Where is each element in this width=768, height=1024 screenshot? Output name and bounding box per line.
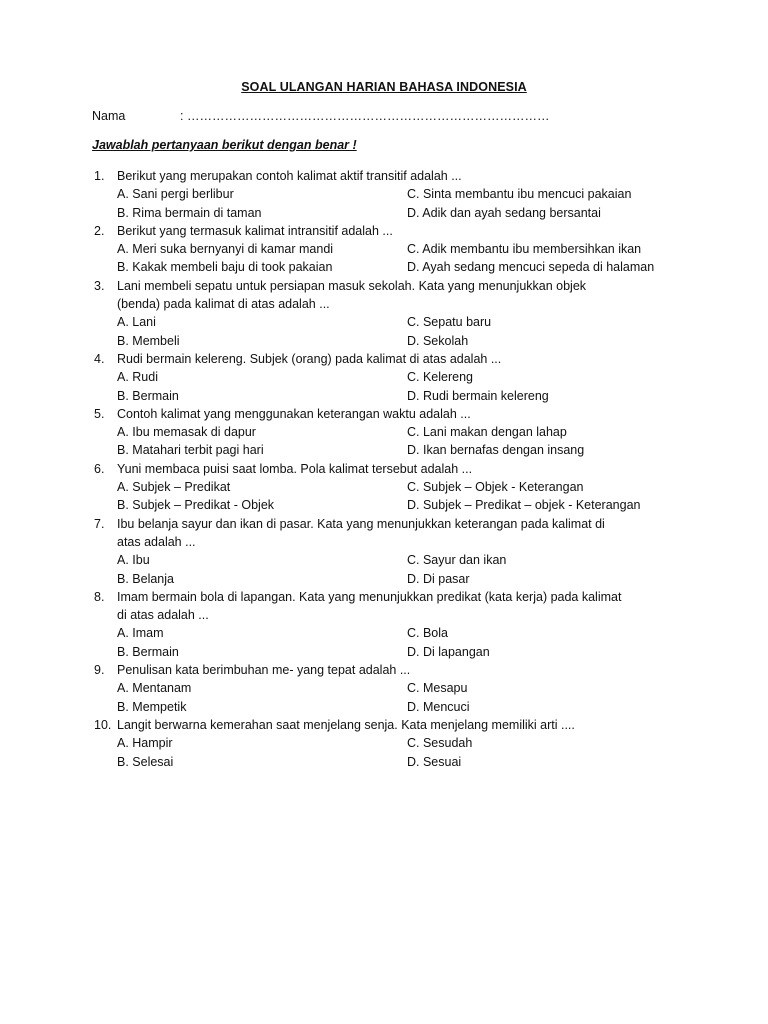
answer-option-right: D. Ayah sedang mencuci sepeda di halaman bbox=[407, 260, 655, 275]
answer-option-right: C. Sayur dan ikan bbox=[407, 553, 507, 568]
option-row bbox=[0, 368, 768, 386]
answer-option-left: A. Meri suka bernyanyi di kamar mandi bbox=[117, 242, 334, 257]
question-number: 6. bbox=[94, 461, 105, 476]
question-item bbox=[0, 661, 768, 716]
answer-option-left: B. Rima bermain di taman bbox=[117, 205, 262, 220]
option-row bbox=[0, 551, 768, 569]
answer-option-left: A. Hampir bbox=[117, 736, 173, 751]
question-line bbox=[0, 295, 768, 313]
option-row bbox=[0, 624, 768, 642]
question-line bbox=[0, 167, 768, 185]
answer-option-left: A. Ibu bbox=[117, 553, 150, 568]
answer-option-right: D. Di lapangan bbox=[407, 644, 490, 659]
question-text: Contoh kalimat yang menggunakan keterangan waktu adalah ... bbox=[117, 406, 471, 421]
question-item bbox=[0, 716, 768, 771]
answer-option-left: B. Bermain bbox=[117, 644, 179, 659]
question-text: atas adalah ... bbox=[117, 534, 196, 549]
question-line bbox=[0, 606, 768, 624]
question-text: Ibu belanja sayur dan ikan di pasar. Kata yang menunjukkan keterangan pada kalimat di bbox=[117, 516, 605, 531]
question-text: (benda) pada kalimat di atas adalah ... bbox=[117, 297, 330, 312]
question-number: 2. bbox=[94, 223, 105, 238]
question-number: 9. bbox=[94, 663, 105, 678]
answer-option-left: A. Lani bbox=[117, 315, 156, 330]
answer-option-right: D. Subjek – Predikat – objek - Keterangan bbox=[407, 498, 641, 513]
question-text: Berikut yang termasuk kalimat intransitif adalah ... bbox=[117, 223, 393, 238]
option-row bbox=[0, 313, 768, 331]
question-text: di atas adalah ... bbox=[117, 608, 209, 623]
answer-option-right: C. Kelereng bbox=[407, 370, 474, 385]
answer-option-right: D. Sesuai bbox=[407, 754, 462, 769]
question-number: 7. bbox=[94, 516, 105, 531]
answer-option-left: B. Belanja bbox=[117, 571, 174, 586]
name-blank: : …………………………………………………………………………… bbox=[180, 109, 550, 123]
question-line bbox=[0, 350, 768, 368]
answer-option-left: B. Matahari terbit pagi hari bbox=[117, 443, 264, 458]
question-number: 3. bbox=[94, 278, 105, 293]
answer-option-right: C. Sepatu baru bbox=[407, 315, 492, 330]
answer-option-left: A. Mentanam bbox=[117, 681, 192, 696]
question-line bbox=[0, 533, 768, 551]
answer-option-left: B. Subjek – Predikat - Objek bbox=[117, 498, 275, 513]
question-text: Penulisan kata berimbuhan me- yang tepat adalah ... bbox=[117, 663, 411, 678]
answer-option-right: C. Sinta membantu ibu mencuci pakaian bbox=[407, 187, 632, 202]
option-row bbox=[0, 332, 768, 350]
question-item bbox=[0, 277, 768, 350]
question-number: 10. bbox=[94, 717, 112, 732]
question-number: 1. bbox=[94, 169, 105, 183]
question-text: Yuni membaca puisi saat lomba. Pola kalimat tersebut adalah ... bbox=[117, 461, 473, 476]
question-text: Rudi bermain kelereng. Subjek (orang) pada kalimat di atas adalah ... bbox=[117, 351, 502, 366]
option-row bbox=[0, 496, 768, 514]
answer-option-right: D. Rudi bermain kelereng bbox=[407, 388, 549, 403]
option-row bbox=[0, 679, 768, 697]
question-line bbox=[0, 716, 768, 734]
answer-option-left: B. Kakak membeli baju di took pakaian bbox=[117, 260, 333, 275]
option-row bbox=[0, 423, 768, 441]
question-text: Berikut yang merupakan contoh kalimat aktif transitif adalah ... bbox=[117, 169, 462, 183]
question-item bbox=[0, 588, 768, 661]
answer-option-right: C. Mesapu bbox=[407, 681, 468, 696]
answer-option-left: A. Subjek – Predikat bbox=[117, 480, 231, 495]
answer-option-left: B. Membeli bbox=[117, 333, 180, 348]
option-row bbox=[0, 753, 768, 771]
answer-option-left: A. Rudi bbox=[117, 370, 158, 385]
option-row bbox=[0, 734, 768, 752]
question-item bbox=[0, 350, 768, 405]
option-row bbox=[0, 478, 768, 496]
question-number: 5. bbox=[94, 406, 105, 421]
option-row bbox=[0, 698, 768, 716]
name-label: Nama bbox=[92, 109, 126, 123]
question-line bbox=[0, 405, 768, 423]
question-item bbox=[0, 460, 768, 515]
question-text: Lani membeli sepatu untuk persiapan masuk sekolah. Kata yang menunjukkan objek bbox=[117, 278, 587, 293]
question-text: Imam bermain bola di lapangan. Kata yang menunjukkan predikat (kata kerja) pada kalimat bbox=[117, 589, 622, 604]
option-row bbox=[0, 570, 768, 588]
question-item bbox=[0, 515, 768, 588]
option-row bbox=[0, 204, 768, 222]
question-line bbox=[0, 277, 768, 295]
answer-option-right: C. Lani makan dengan lahap bbox=[407, 425, 567, 440]
question-item bbox=[0, 222, 768, 277]
question-line bbox=[0, 460, 768, 478]
answer-option-left: A. Sani pergi berlibur bbox=[117, 187, 234, 202]
answer-option-right: D. Di pasar bbox=[407, 571, 470, 586]
question-line bbox=[0, 222, 768, 240]
answer-option-right: C. Sesudah bbox=[407, 736, 473, 751]
option-row bbox=[0, 185, 768, 203]
worksheet-title: SOAL ULANGAN HARIAN BAHASA INDONESIA bbox=[241, 80, 527, 94]
question-text: Langit berwarna kemerahan saat menjelang senja. Kata menjelang memiliki arti .... bbox=[117, 717, 575, 732]
answer-option-left: B. Mempetik bbox=[117, 699, 187, 714]
answer-option-right: C. Adik membantu ibu membersihkan ikan bbox=[407, 242, 642, 257]
question-line bbox=[0, 661, 768, 679]
answer-option-left: A. Ibu memasak di dapur bbox=[117, 425, 256, 440]
answer-option-right: D. Ikan bernafas dengan insang bbox=[407, 443, 585, 458]
answer-option-right: C. Subjek – Objek - Keterangan bbox=[407, 480, 584, 495]
option-row bbox=[0, 643, 768, 661]
option-row bbox=[0, 441, 768, 459]
answer-option-left: A. Imam bbox=[117, 626, 164, 641]
question-number: 8. bbox=[94, 589, 105, 604]
option-row bbox=[0, 258, 768, 276]
answer-option-right: D. Adik dan ayah sedang bersantai bbox=[407, 205, 601, 220]
answer-option-left: B. Selesai bbox=[117, 754, 174, 769]
question-list bbox=[0, 167, 768, 771]
option-row bbox=[0, 387, 768, 405]
option-row bbox=[0, 240, 768, 258]
answer-option-right: C. Bola bbox=[407, 626, 448, 641]
answer-option-left: B. Bermain bbox=[117, 388, 179, 403]
name-field-row bbox=[92, 109, 549, 123]
question-item bbox=[0, 167, 768, 222]
instruction-text: Jawablah pertanyaan berikut dengan benar ! bbox=[92, 138, 357, 152]
question-number: 4. bbox=[94, 351, 105, 366]
question-line bbox=[0, 588, 768, 606]
answer-option-right: D. Mencuci bbox=[407, 699, 470, 714]
question-item bbox=[0, 405, 768, 460]
answer-option-right: D. Sekolah bbox=[407, 333, 469, 348]
question-line bbox=[0, 515, 768, 533]
